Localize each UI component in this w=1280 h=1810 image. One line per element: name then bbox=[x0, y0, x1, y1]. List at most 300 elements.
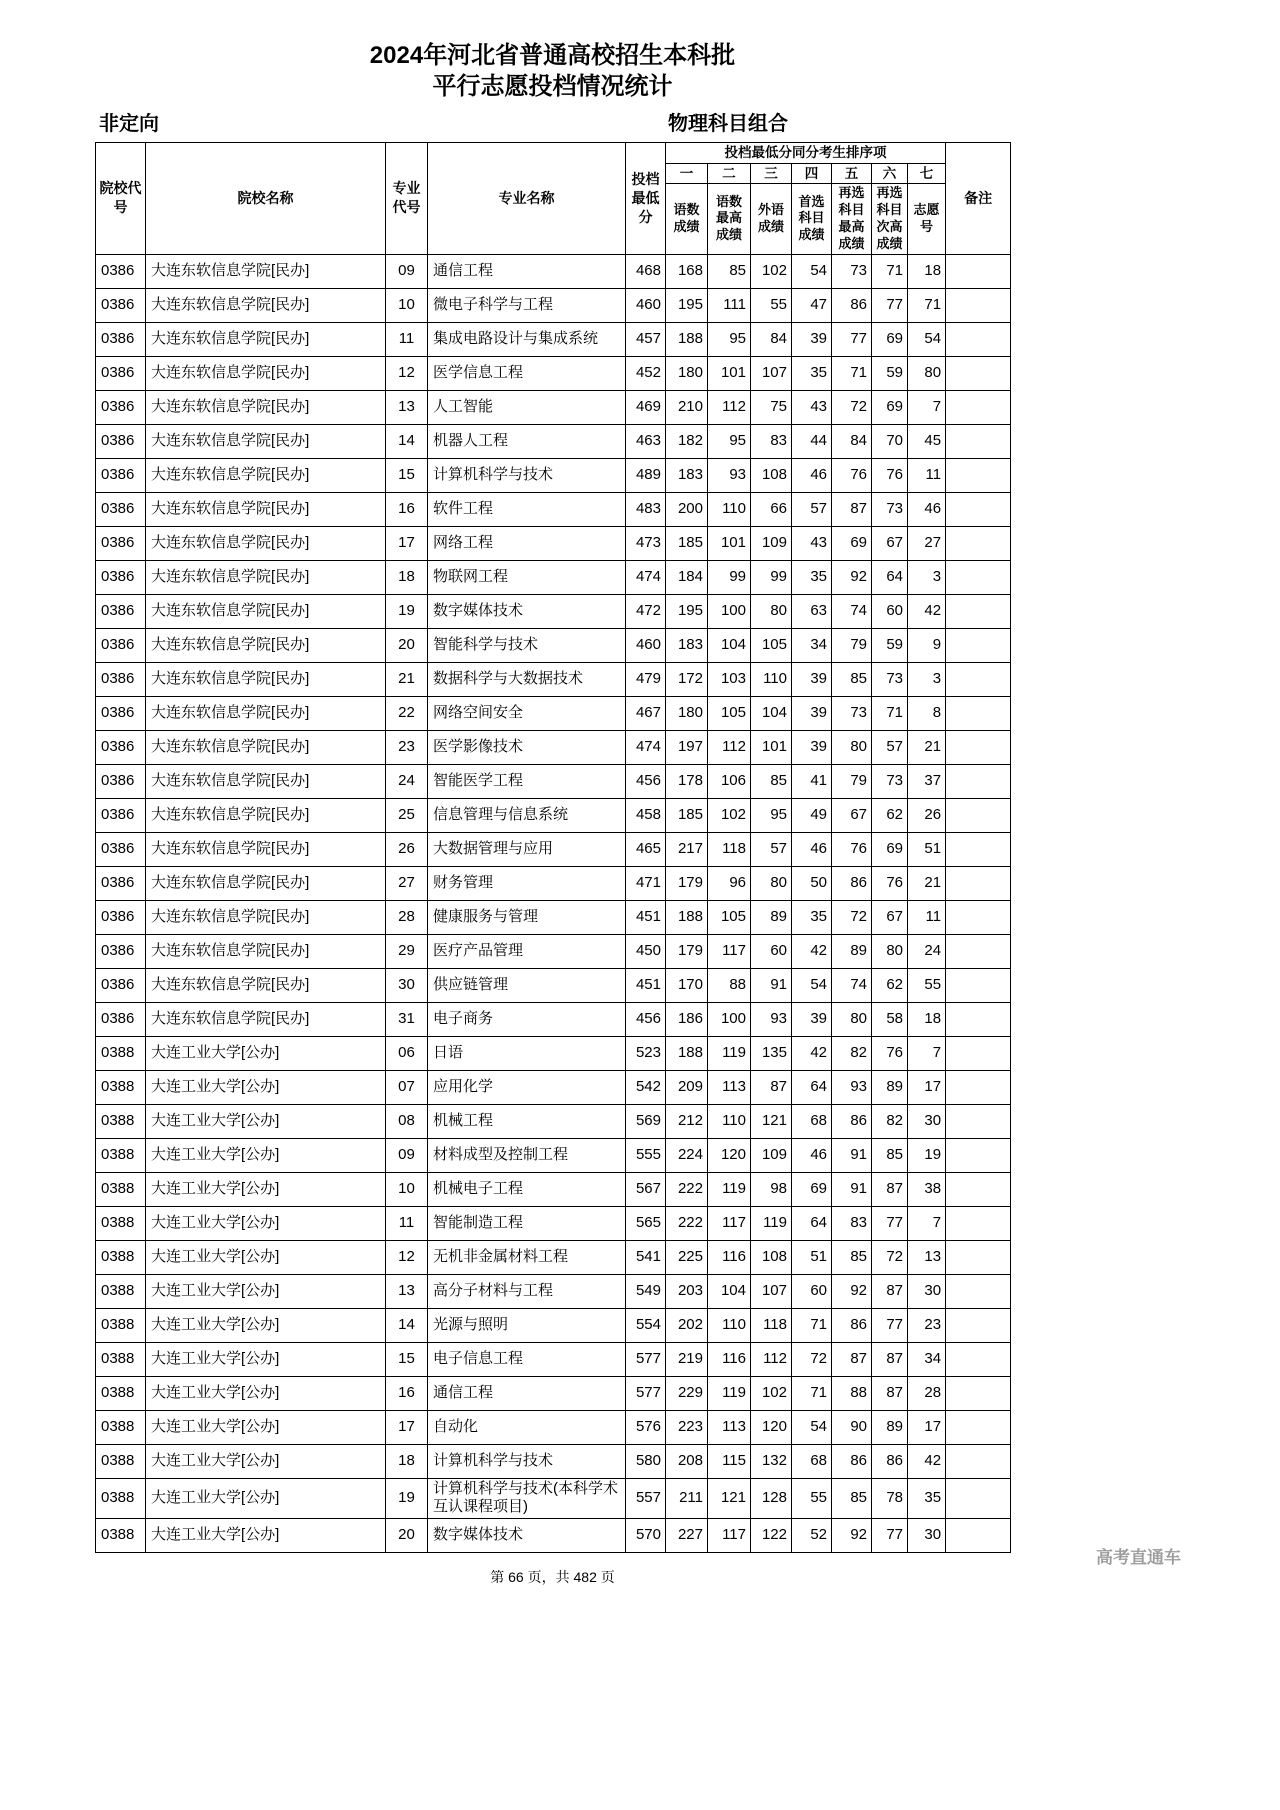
remark-cell bbox=[946, 662, 1011, 696]
sort-score-4-cell: 46 bbox=[792, 1138, 832, 1172]
major-code-cell: 17 bbox=[386, 1410, 428, 1444]
sort-score-4-cell: 68 bbox=[792, 1444, 832, 1478]
sort-score-3-cell: 85 bbox=[751, 764, 792, 798]
sort-score-6-cell: 69 bbox=[872, 322, 908, 356]
sort-score-5-cell: 84 bbox=[832, 424, 872, 458]
college-code-cell: 0388 bbox=[96, 1104, 146, 1138]
sort-score-7-cell: 24 bbox=[908, 934, 946, 968]
major-code-cell: 27 bbox=[386, 866, 428, 900]
table-row bbox=[96, 1444, 1011, 1478]
sort-score-1-cell: 182 bbox=[666, 424, 708, 458]
major-code-cell: 22 bbox=[386, 696, 428, 730]
college-code-cell: 0386 bbox=[96, 458, 146, 492]
sort-score-3-cell: 95 bbox=[751, 798, 792, 832]
sort-score-2-cell: 117 bbox=[708, 934, 751, 968]
header-sort-label-6: 再选科目次高成绩 bbox=[872, 184, 908, 255]
college-code-cell: 0386 bbox=[96, 492, 146, 526]
sort-score-5-cell: 85 bbox=[832, 662, 872, 696]
min-score-cell: 557 bbox=[626, 1478, 666, 1519]
sort-score-1-cell: 225 bbox=[666, 1240, 708, 1274]
college-code-cell: 0388 bbox=[96, 1274, 146, 1308]
sort-score-7-cell: 11 bbox=[908, 458, 946, 492]
sort-score-6-cell: 89 bbox=[872, 1070, 908, 1104]
page-number: 第 66 页，共 482 页 bbox=[490, 1569, 615, 1586]
college-name-cell: 大连东软信息学院[民办] bbox=[146, 764, 386, 798]
header-sort-label-5: 再选科目最高成绩 bbox=[832, 184, 872, 255]
major-code-cell: 11 bbox=[386, 1206, 428, 1240]
sort-score-3-cell: 75 bbox=[751, 390, 792, 424]
min-score-cell: 474 bbox=[626, 730, 666, 764]
sort-score-7-cell: 17 bbox=[908, 1070, 946, 1104]
college-name-cell: 大连工业大学[公办] bbox=[146, 1376, 386, 1410]
min-score-cell: 483 bbox=[626, 492, 666, 526]
sort-score-5-cell: 73 bbox=[832, 254, 872, 288]
header-min-score: 投档最低分 bbox=[626, 143, 666, 255]
major-name-cell: 财务管理 bbox=[428, 866, 626, 900]
college-code-cell: 0386 bbox=[96, 254, 146, 288]
major-code-cell: 14 bbox=[386, 424, 428, 458]
sort-score-2-cell: 117 bbox=[708, 1206, 751, 1240]
major-name-cell: 网络空间安全 bbox=[428, 696, 626, 730]
major-code-cell: 13 bbox=[386, 1274, 428, 1308]
sort-score-6-cell: 77 bbox=[872, 1519, 908, 1553]
sort-score-3-cell: 108 bbox=[751, 458, 792, 492]
sort-score-4-cell: 51 bbox=[792, 1240, 832, 1274]
sort-score-4-cell: 43 bbox=[792, 526, 832, 560]
major-name-cell: 微电子科学与工程 bbox=[428, 288, 626, 322]
sort-score-6-cell: 69 bbox=[872, 832, 908, 866]
remark-cell bbox=[946, 254, 1011, 288]
major-name-cell: 通信工程 bbox=[428, 254, 626, 288]
sort-score-2-cell: 95 bbox=[708, 322, 751, 356]
major-name-cell: 医学信息工程 bbox=[428, 356, 626, 390]
sort-score-6-cell: 62 bbox=[872, 798, 908, 832]
sort-score-6-cell: 86 bbox=[872, 1444, 908, 1478]
college-name-cell: 大连东软信息学院[民办] bbox=[146, 662, 386, 696]
remark-cell bbox=[946, 1138, 1011, 1172]
sort-score-7-cell: 18 bbox=[908, 254, 946, 288]
college-code-cell: 0388 bbox=[96, 1036, 146, 1070]
table-row bbox=[96, 696, 1011, 730]
header-major-name: 专业名称 bbox=[428, 143, 626, 255]
sort-score-1-cell: 184 bbox=[666, 560, 708, 594]
sort-score-3-cell: 135 bbox=[751, 1036, 792, 1070]
min-score-cell: 457 bbox=[626, 322, 666, 356]
min-score-cell: 555 bbox=[626, 1138, 666, 1172]
remark-cell bbox=[946, 1104, 1011, 1138]
remark-cell bbox=[946, 424, 1011, 458]
sort-score-3-cell: 80 bbox=[751, 866, 792, 900]
remark-cell bbox=[946, 968, 1011, 1002]
sort-score-1-cell: 197 bbox=[666, 730, 708, 764]
header-sort-num-2: 二 bbox=[708, 163, 751, 184]
college-code-cell: 0388 bbox=[96, 1376, 146, 1410]
min-score-cell: 456 bbox=[626, 764, 666, 798]
sort-score-6-cell: 73 bbox=[872, 662, 908, 696]
sort-score-2-cell: 99 bbox=[708, 560, 751, 594]
min-score-cell: 565 bbox=[626, 1206, 666, 1240]
sort-score-1-cell: 183 bbox=[666, 458, 708, 492]
min-score-cell: 460 bbox=[626, 288, 666, 322]
sort-score-2-cell: 104 bbox=[708, 628, 751, 662]
major-code-cell: 24 bbox=[386, 764, 428, 798]
remark-cell bbox=[946, 1376, 1011, 1410]
sort-score-1-cell: 172 bbox=[666, 662, 708, 696]
college-code-cell: 0386 bbox=[96, 730, 146, 764]
sort-score-5-cell: 83 bbox=[832, 1206, 872, 1240]
sort-score-1-cell: 202 bbox=[666, 1308, 708, 1342]
college-name-cell: 大连东软信息学院[民办] bbox=[146, 458, 386, 492]
college-code-cell: 0386 bbox=[96, 934, 146, 968]
sort-score-5-cell: 87 bbox=[832, 492, 872, 526]
sort-score-4-cell: 54 bbox=[792, 968, 832, 1002]
sort-score-7-cell: 45 bbox=[908, 424, 946, 458]
college-name-cell: 大连东软信息学院[民办] bbox=[146, 492, 386, 526]
header-sort-label-3: 外语成绩 bbox=[751, 184, 792, 255]
sort-score-6-cell: 76 bbox=[872, 458, 908, 492]
major-name-cell: 软件工程 bbox=[428, 492, 626, 526]
college-name-cell: 大连东软信息学院[民办] bbox=[146, 424, 386, 458]
sort-score-4-cell: 42 bbox=[792, 1036, 832, 1070]
sort-score-3-cell: 66 bbox=[751, 492, 792, 526]
table-row bbox=[96, 288, 1011, 322]
sort-score-4-cell: 71 bbox=[792, 1308, 832, 1342]
min-score-cell: 541 bbox=[626, 1240, 666, 1274]
sort-score-3-cell: 109 bbox=[751, 1138, 792, 1172]
sort-score-3-cell: 55 bbox=[751, 288, 792, 322]
sort-score-5-cell: 91 bbox=[832, 1138, 872, 1172]
table-row bbox=[96, 628, 1011, 662]
sort-score-5-cell: 74 bbox=[832, 594, 872, 628]
sort-score-6-cell: 64 bbox=[872, 560, 908, 594]
sort-score-4-cell: 35 bbox=[792, 900, 832, 934]
major-name-cell: 电子信息工程 bbox=[428, 1342, 626, 1376]
remark-cell bbox=[946, 730, 1011, 764]
min-score-cell: 580 bbox=[626, 1444, 666, 1478]
table-row bbox=[96, 730, 1011, 764]
sort-score-7-cell: 30 bbox=[908, 1274, 946, 1308]
table-row bbox=[96, 764, 1011, 798]
sort-score-7-cell: 42 bbox=[908, 594, 946, 628]
sort-score-7-cell: 30 bbox=[908, 1519, 946, 1553]
table-row bbox=[96, 1410, 1011, 1444]
college-name-cell: 大连工业大学[公办] bbox=[146, 1519, 386, 1553]
table-row bbox=[96, 900, 1011, 934]
major-name-cell: 通信工程 bbox=[428, 1376, 626, 1410]
table-row bbox=[96, 1104, 1011, 1138]
college-code-cell: 0386 bbox=[96, 866, 146, 900]
sort-score-5-cell: 92 bbox=[832, 560, 872, 594]
remark-cell bbox=[946, 458, 1011, 492]
sort-score-5-cell: 80 bbox=[832, 1002, 872, 1036]
min-score-cell: 458 bbox=[626, 798, 666, 832]
sort-score-6-cell: 59 bbox=[872, 628, 908, 662]
major-name-cell: 健康服务与管理 bbox=[428, 900, 626, 934]
min-score-cell: 570 bbox=[626, 1519, 666, 1553]
sort-score-5-cell: 92 bbox=[832, 1274, 872, 1308]
sort-score-4-cell: 39 bbox=[792, 322, 832, 356]
min-score-cell: 472 bbox=[626, 594, 666, 628]
sort-score-4-cell: 46 bbox=[792, 458, 832, 492]
major-code-cell: 18 bbox=[386, 1444, 428, 1478]
major-name-cell: 机械工程 bbox=[428, 1104, 626, 1138]
major-code-cell: 15 bbox=[386, 1342, 428, 1376]
college-name-cell: 大连东软信息学院[民办] bbox=[146, 594, 386, 628]
sort-score-3-cell: 132 bbox=[751, 1444, 792, 1478]
college-code-cell: 0386 bbox=[96, 832, 146, 866]
sort-score-7-cell: 38 bbox=[908, 1172, 946, 1206]
sort-score-5-cell: 79 bbox=[832, 628, 872, 662]
sort-score-5-cell: 86 bbox=[832, 288, 872, 322]
sort-score-3-cell: 84 bbox=[751, 322, 792, 356]
sort-score-7-cell: 7 bbox=[908, 1036, 946, 1070]
major-name-cell: 自动化 bbox=[428, 1410, 626, 1444]
sort-score-2-cell: 119 bbox=[708, 1376, 751, 1410]
sort-score-6-cell: 71 bbox=[872, 696, 908, 730]
sort-score-1-cell: 210 bbox=[666, 390, 708, 424]
sort-score-7-cell: 35 bbox=[908, 1478, 946, 1519]
major-name-cell: 信息管理与信息系统 bbox=[428, 798, 626, 832]
sort-score-7-cell: 19 bbox=[908, 1138, 946, 1172]
sort-score-2-cell: 118 bbox=[708, 832, 751, 866]
major-code-cell: 14 bbox=[386, 1308, 428, 1342]
sort-score-4-cell: 35 bbox=[792, 356, 832, 390]
table-row bbox=[96, 866, 1011, 900]
sort-score-3-cell: 60 bbox=[751, 934, 792, 968]
sort-score-2-cell: 96 bbox=[708, 866, 751, 900]
remark-cell bbox=[946, 1240, 1011, 1274]
table-body bbox=[96, 254, 1011, 1553]
major-code-cell: 19 bbox=[386, 1478, 428, 1519]
table-row bbox=[96, 322, 1011, 356]
remark-cell bbox=[946, 526, 1011, 560]
sort-score-1-cell: 195 bbox=[666, 288, 708, 322]
sort-score-4-cell: 39 bbox=[792, 730, 832, 764]
college-code-cell: 0388 bbox=[96, 1519, 146, 1553]
sort-score-2-cell: 119 bbox=[708, 1172, 751, 1206]
header-sort-num-7: 七 bbox=[908, 163, 946, 184]
sort-score-5-cell: 86 bbox=[832, 1444, 872, 1478]
header-sort-label-1: 语数成绩 bbox=[666, 184, 708, 255]
major-code-cell: 12 bbox=[386, 1240, 428, 1274]
sort-score-5-cell: 72 bbox=[832, 900, 872, 934]
major-name-cell: 材料成型及控制工程 bbox=[428, 1138, 626, 1172]
header-college-code: 院校代号 bbox=[96, 143, 146, 255]
table-row bbox=[96, 492, 1011, 526]
sort-score-2-cell: 110 bbox=[708, 492, 751, 526]
major-code-cell: 11 bbox=[386, 322, 428, 356]
sort-score-6-cell: 87 bbox=[872, 1376, 908, 1410]
remark-cell bbox=[946, 764, 1011, 798]
major-name-cell: 大数据管理与应用 bbox=[428, 832, 626, 866]
remark-cell bbox=[946, 1070, 1011, 1104]
major-name-cell: 数据科学与大数据技术 bbox=[428, 662, 626, 696]
sort-score-3-cell: 107 bbox=[751, 1274, 792, 1308]
sort-score-2-cell: 95 bbox=[708, 424, 751, 458]
sort-score-5-cell: 86 bbox=[832, 1308, 872, 1342]
sort-score-3-cell: 122 bbox=[751, 1519, 792, 1553]
header-sort-num-3: 三 bbox=[751, 163, 792, 184]
sort-score-1-cell: 180 bbox=[666, 696, 708, 730]
major-code-cell: 28 bbox=[386, 900, 428, 934]
min-score-cell: 451 bbox=[626, 968, 666, 1002]
college-code-cell: 0388 bbox=[96, 1342, 146, 1376]
sort-score-5-cell: 93 bbox=[832, 1070, 872, 1104]
sort-score-2-cell: 100 bbox=[708, 1002, 751, 1036]
college-name-cell: 大连工业大学[公办] bbox=[146, 1444, 386, 1478]
college-name-cell: 大连工业大学[公办] bbox=[146, 1308, 386, 1342]
college-code-cell: 0386 bbox=[96, 764, 146, 798]
sort-score-1-cell: 179 bbox=[666, 934, 708, 968]
sort-score-4-cell: 34 bbox=[792, 628, 832, 662]
sort-score-7-cell: 26 bbox=[908, 798, 946, 832]
remark-cell bbox=[946, 594, 1011, 628]
header-remark: 备注 bbox=[946, 143, 1011, 255]
sort-score-4-cell: 71 bbox=[792, 1376, 832, 1410]
major-code-cell: 15 bbox=[386, 458, 428, 492]
college-name-cell: 大连东软信息学院[民办] bbox=[146, 526, 386, 560]
sort-score-6-cell: 77 bbox=[872, 288, 908, 322]
sort-score-6-cell: 77 bbox=[872, 1206, 908, 1240]
major-name-cell: 计算机科学与技术 bbox=[428, 458, 626, 492]
sort-score-7-cell: 71 bbox=[908, 288, 946, 322]
sort-score-4-cell: 35 bbox=[792, 560, 832, 594]
header-row-1 bbox=[96, 143, 1011, 164]
college-name-cell: 大连工业大学[公办] bbox=[146, 1274, 386, 1308]
sort-score-1-cell: 188 bbox=[666, 322, 708, 356]
college-code-cell: 0386 bbox=[96, 322, 146, 356]
min-score-cell: 468 bbox=[626, 254, 666, 288]
sort-score-6-cell: 71 bbox=[872, 254, 908, 288]
sort-score-5-cell: 76 bbox=[832, 458, 872, 492]
remark-cell bbox=[946, 832, 1011, 866]
major-code-cell: 26 bbox=[386, 832, 428, 866]
header-sort-num-5: 五 bbox=[832, 163, 872, 184]
sort-score-5-cell: 76 bbox=[832, 832, 872, 866]
sort-score-2-cell: 110 bbox=[708, 1308, 751, 1342]
sort-score-1-cell: 222 bbox=[666, 1172, 708, 1206]
sort-score-2-cell: 120 bbox=[708, 1138, 751, 1172]
major-code-cell: 06 bbox=[386, 1036, 428, 1070]
sort-score-4-cell: 46 bbox=[792, 832, 832, 866]
sort-score-1-cell: 178 bbox=[666, 764, 708, 798]
min-score-cell: 577 bbox=[626, 1342, 666, 1376]
sort-score-5-cell: 87 bbox=[832, 1342, 872, 1376]
major-name-cell: 日语 bbox=[428, 1036, 626, 1070]
major-name-cell: 光源与照明 bbox=[428, 1308, 626, 1342]
college-code-cell: 0386 bbox=[96, 526, 146, 560]
sub-labels bbox=[95, 108, 1010, 138]
remark-cell bbox=[946, 934, 1011, 968]
sort-score-7-cell: 54 bbox=[908, 322, 946, 356]
min-score-cell: 469 bbox=[626, 390, 666, 424]
sort-score-6-cell: 76 bbox=[872, 1036, 908, 1070]
min-score-cell: 460 bbox=[626, 628, 666, 662]
min-score-cell: 542 bbox=[626, 1070, 666, 1104]
sort-score-2-cell: 111 bbox=[708, 288, 751, 322]
table-row bbox=[96, 458, 1011, 492]
sort-score-4-cell: 44 bbox=[792, 424, 832, 458]
college-code-cell: 0388 bbox=[96, 1070, 146, 1104]
sort-score-3-cell: 105 bbox=[751, 628, 792, 662]
table-row bbox=[96, 594, 1011, 628]
college-name-cell: 大连东软信息学院[民办] bbox=[146, 390, 386, 424]
table-row bbox=[96, 1519, 1011, 1553]
sort-score-1-cell: 179 bbox=[666, 866, 708, 900]
college-code-cell: 0388 bbox=[96, 1478, 146, 1519]
table-row bbox=[96, 1036, 1011, 1070]
sort-score-7-cell: 18 bbox=[908, 1002, 946, 1036]
sort-score-4-cell: 39 bbox=[792, 1002, 832, 1036]
sort-score-7-cell: 17 bbox=[908, 1410, 946, 1444]
sort-score-5-cell: 86 bbox=[832, 1104, 872, 1138]
table-row bbox=[96, 1206, 1011, 1240]
table-row bbox=[96, 1070, 1011, 1104]
sort-score-1-cell: 185 bbox=[666, 798, 708, 832]
sort-score-3-cell: 80 bbox=[751, 594, 792, 628]
sort-score-7-cell: 7 bbox=[908, 1206, 946, 1240]
sort-score-2-cell: 113 bbox=[708, 1410, 751, 1444]
sort-score-7-cell: 8 bbox=[908, 696, 946, 730]
remark-cell bbox=[946, 1342, 1011, 1376]
sort-score-3-cell: 99 bbox=[751, 560, 792, 594]
sort-score-2-cell: 93 bbox=[708, 458, 751, 492]
sort-score-2-cell: 101 bbox=[708, 356, 751, 390]
sort-score-3-cell: 102 bbox=[751, 254, 792, 288]
sort-score-4-cell: 41 bbox=[792, 764, 832, 798]
table-row bbox=[96, 356, 1011, 390]
remark-cell bbox=[946, 322, 1011, 356]
sort-score-1-cell: 203 bbox=[666, 1274, 708, 1308]
page-title-line1: 2024年河北省普通高校招生本科批 bbox=[369, 42, 736, 69]
college-name-cell: 大连工业大学[公办] bbox=[146, 1206, 386, 1240]
sort-score-7-cell: 30 bbox=[908, 1104, 946, 1138]
major-code-cell: 17 bbox=[386, 526, 428, 560]
table-row bbox=[96, 934, 1011, 968]
college-name-cell: 大连东软信息学院[民办] bbox=[146, 798, 386, 832]
major-name-cell: 智能科学与技术 bbox=[428, 628, 626, 662]
sort-score-1-cell: 224 bbox=[666, 1138, 708, 1172]
college-code-cell: 0388 bbox=[96, 1410, 146, 1444]
sort-score-5-cell: 72 bbox=[832, 390, 872, 424]
remark-cell bbox=[946, 1410, 1011, 1444]
major-code-cell: 21 bbox=[386, 662, 428, 696]
sort-score-6-cell: 57 bbox=[872, 730, 908, 764]
sort-score-2-cell: 116 bbox=[708, 1342, 751, 1376]
sort-score-5-cell: 91 bbox=[832, 1172, 872, 1206]
remark-cell bbox=[946, 1036, 1011, 1070]
sort-score-7-cell: 3 bbox=[908, 560, 946, 594]
college-name-cell: 大连工业大学[公办] bbox=[146, 1036, 386, 1070]
major-code-cell: 08 bbox=[386, 1104, 428, 1138]
sort-score-2-cell: 101 bbox=[708, 526, 751, 560]
table-row bbox=[96, 1308, 1011, 1342]
sort-score-6-cell: 87 bbox=[872, 1274, 908, 1308]
sort-score-6-cell: 59 bbox=[872, 356, 908, 390]
watermark: 高考直通车 bbox=[1096, 1548, 1181, 1567]
sort-score-4-cell: 39 bbox=[792, 662, 832, 696]
min-score-cell: 577 bbox=[626, 1376, 666, 1410]
college-name-cell: 大连东软信息学院[民办] bbox=[146, 900, 386, 934]
sort-score-3-cell: 93 bbox=[751, 1002, 792, 1036]
page-title-line2: 平行志愿投档情况统计 bbox=[432, 73, 673, 100]
sort-score-1-cell: 211 bbox=[666, 1478, 708, 1519]
sort-score-5-cell: 77 bbox=[832, 322, 872, 356]
header-sort-num-1: 一 bbox=[666, 163, 708, 184]
min-score-cell: 489 bbox=[626, 458, 666, 492]
min-score-cell: 523 bbox=[626, 1036, 666, 1070]
college-code-cell: 0386 bbox=[96, 696, 146, 730]
